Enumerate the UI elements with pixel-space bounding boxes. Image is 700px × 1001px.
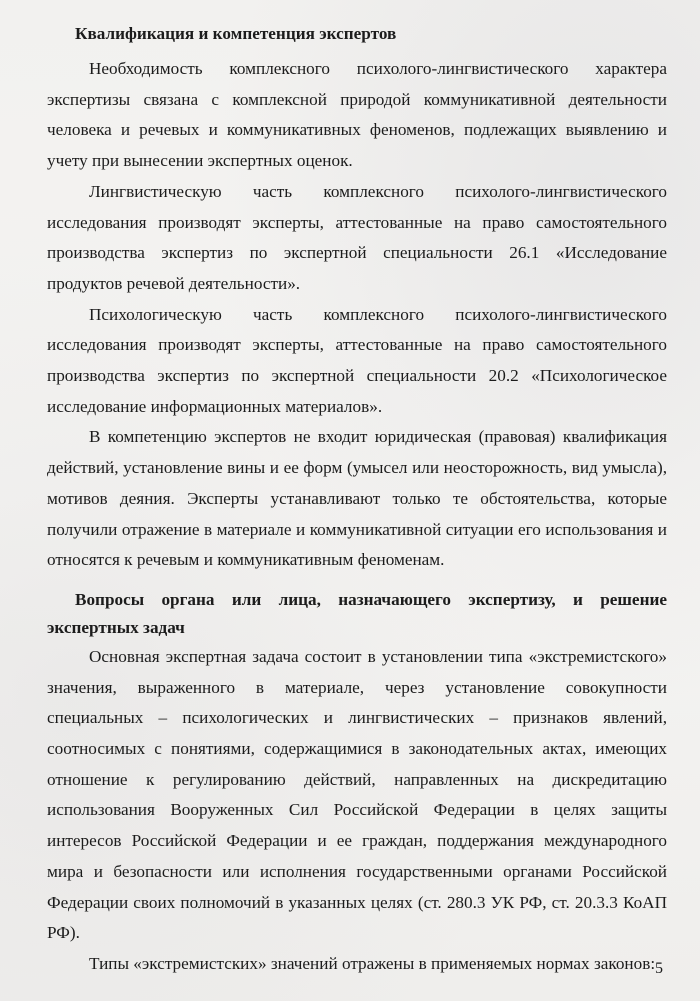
- paragraph-linguistic-part: Лингвистическую часть комплексного психолого-лингвистического исследования производят эксперты, аттестованные на право самостоятельного производства экспертиз по экспертной специальности 26.1 «Исследование продуктов речевой деятельности».: [47, 181, 667, 293]
- section-heading-questions: [47, 586, 667, 642]
- section-heading-questions-line2: экспертных задач: [47, 617, 185, 637]
- section-heading-qualification: Квалификация и компетенция экспертов: [75, 24, 397, 43]
- document-body: [47, 22, 667, 980]
- page-number: 5: [655, 960, 663, 977]
- paragraph-psychological-part: Психологическую часть комплексного психолого-лингвистического исследования производят эксперты, аттестованные на право самостоятельного производства экспертиз по экспертной специальности 20.2 «Психологическое исследование информационных материалов».: [47, 304, 667, 416]
- paragraph-main-task: Основная экспертная задача состоит в установлении типа «экстремистского» значения, выраженного в материале, через установление совокупности специальных – психологических и лингвистических – признаков явлений, соотносимых с понятиями, содержащимися в законодательных актах, имеющих отношение к регулированию действий, направленных на дискредитацию использования Вооруженных Сил Российской Федерации в целях защиты интересов Российской Федерации и ее граждан, поддержания международного мира и безопасности или исполнения государственными органами Российской Федерации своих полномочий в указанных целях (ст. 280.3 УК РФ, ст. 20.3.3 КоАП РФ).: [47, 646, 667, 943]
- section-heading-questions-line1: Вопросы органа или лица, назначающего экспертизу, и решение: [75, 589, 667, 609]
- paragraph-competence: В компетенцию экспертов не входит юридическая (правовая) квалификация действий, установление вины и ее форм (умысел или неосторожность, вид умысла), мотивов деяния. Эксперты устанавливают только те обстоятельства, которые получили отражение в материале и коммуникативной ситуации его использования и относятся к речевым и коммуникативным феноменам.: [47, 427, 667, 570]
- paragraph-types: Типы «экстремистских» значений отражены в применяемых нормах законов:: [89, 953, 656, 973]
- paragraph-complex-nature: Необходимость комплексного психолого-лингвистического характера экспертизы связана с комплексной природой коммуникативной деятельности человека и речевых и коммуникативных феноменов, подлежащих выявлению и учету при вынесении экспертных оценок.: [47, 59, 667, 171]
